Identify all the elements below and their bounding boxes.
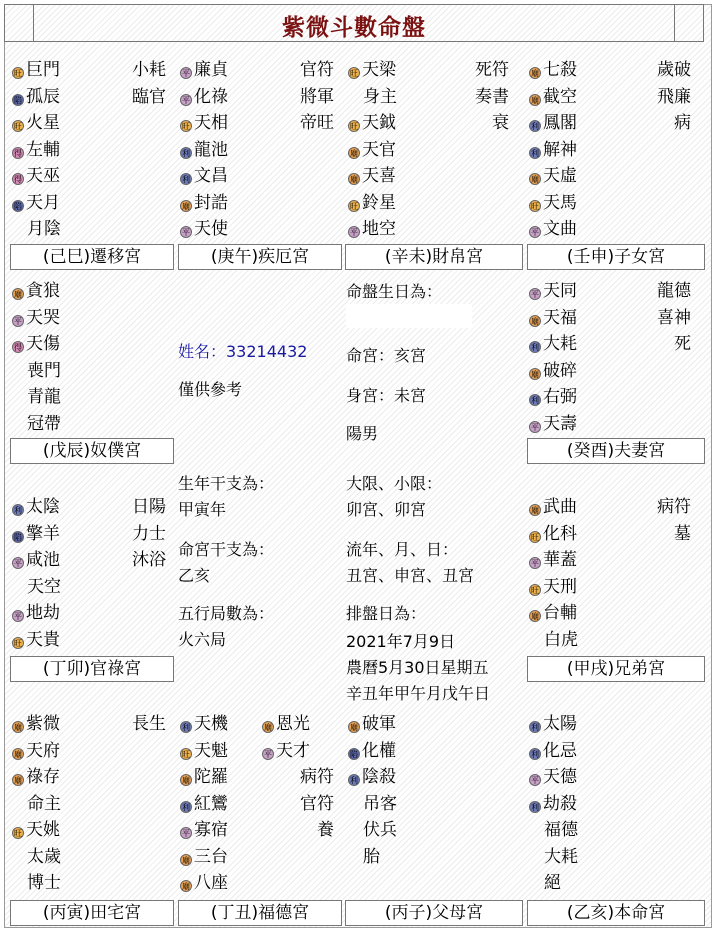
brightness-miao-icon: 廟 — [182, 776, 190, 785]
minor-you_right-2: 死 — [674, 334, 691, 354]
star-label: 天府 — [26, 740, 60, 761]
minor-mao_right-1: 力士 — [132, 523, 166, 544]
star-si-5 — [12, 193, 60, 213]
brightness-wang-icon: 旺 — [531, 585, 539, 595]
star-you-1 — [529, 308, 577, 328]
star-label: 化科 — [543, 523, 577, 544]
brightness-de-icon: 得 — [14, 148, 22, 158]
star-label: 文昌 — [194, 166, 228, 186]
brightness-de-icon: 得 — [14, 343, 22, 352]
minor-si_right-1: 臨官 — [132, 86, 166, 107]
star-label: 天空 — [27, 576, 61, 597]
brightness-ping-icon: 平 — [182, 95, 190, 105]
brightness-li-icon: 利 — [182, 148, 190, 158]
star-chou-4 — [180, 820, 228, 840]
brightness-miao-icon: 廟 — [531, 316, 539, 326]
star-label: 左輔 — [26, 139, 60, 160]
gender: 陽男 — [346, 424, 379, 443]
paipan-label: 排盤日為： — [346, 604, 427, 623]
brightness-xian-icon: 陷 — [350, 749, 358, 759]
star-zi-5 — [348, 847, 380, 867]
year-gz-label: 生年干支為： — [178, 474, 275, 493]
brightness-ping-icon: 平 — [531, 228, 539, 237]
minor-shen_right-1: 飛廉 — [657, 86, 691, 107]
star-wu-2 — [180, 113, 228, 133]
star-wu-3 — [180, 140, 228, 160]
minor-wu_right-1: 將軍 — [300, 86, 334, 107]
star-label: 胎 — [363, 846, 380, 867]
brightness-wang-icon: 旺 — [350, 122, 358, 131]
star-hai-3 — [529, 794, 577, 814]
brightness-wang-icon: 旺 — [14, 69, 22, 78]
star-shen-4 — [529, 166, 577, 186]
star-label: 天德 — [543, 767, 577, 787]
star-hai-0 — [529, 714, 577, 734]
star-wei-3 — [348, 140, 396, 160]
star-si-0 — [12, 60, 60, 80]
minor-wei_right-1: 奏書 — [475, 86, 509, 107]
star-shen-1 — [529, 87, 577, 107]
palace-yin: (丙寅)田宅宮 — [10, 900, 174, 926]
minor-mao_right-2: 沐浴 — [132, 550, 166, 570]
minor-yin_right-0: 長生 — [132, 714, 166, 734]
star-xu-4 — [529, 603, 577, 623]
brightness-ping-icon: 平 — [14, 316, 22, 326]
star-label: 天哭 — [26, 307, 60, 328]
minor-you_right-0: 龍德 — [657, 281, 691, 301]
brightness-miao-icon: 廟 — [14, 290, 22, 299]
star-label: 鈴星 — [362, 192, 396, 213]
name-label: 姓名：33214432 — [178, 342, 308, 361]
star-label: 天貴 — [26, 629, 60, 650]
star-label: 化忌 — [543, 740, 577, 761]
star-label: 陀羅 — [194, 767, 228, 787]
brightness-wang-icon: 旺 — [182, 749, 190, 759]
brightness-ping-icon: 平 — [531, 559, 539, 568]
star-label: 太陰 — [26, 497, 60, 517]
star-label: 命主 — [27, 793, 61, 814]
minor-wu_right-2: 帝旺 — [300, 113, 334, 133]
star-you-0 — [529, 281, 577, 301]
star-si-3 — [12, 140, 60, 160]
star-zi-0 — [348, 714, 396, 734]
liunian-label: 流年、月、日： — [346, 540, 459, 559]
star-chen-2 — [12, 334, 60, 354]
birth-value-blank — [346, 304, 472, 328]
star-label: 天壽 — [543, 413, 577, 434]
star-label: 八座 — [194, 873, 228, 893]
brightness-miao-icon: 廟 — [182, 882, 190, 891]
star-label: 右弼 — [543, 387, 577, 407]
star-label: 天福 — [543, 307, 577, 328]
brightness-li-icon: 利 — [531, 148, 539, 158]
brightness-li-icon: 利 — [531, 122, 539, 131]
minor-shen_right-2: 病 — [674, 113, 691, 133]
star-hai-6 — [529, 873, 561, 893]
brightness-li-icon: 利 — [531, 396, 539, 405]
star-label: 破軍 — [362, 714, 396, 734]
brightness-ping-icon: 平 — [14, 559, 22, 568]
star-label: 福德 — [544, 820, 578, 840]
minor-wei_right-0: 死符 — [475, 60, 509, 80]
star-wei-1 — [348, 87, 397, 107]
star-xu-5 — [529, 630, 578, 650]
brightness-xian-icon: 陷 — [14, 95, 22, 105]
title-bar — [4, 4, 704, 42]
star-label: 紫微 — [26, 714, 60, 734]
star-label: 紅鸞 — [194, 793, 228, 814]
star-label: 太陽 — [543, 714, 577, 734]
palace-chen: (戊辰)奴僕宮 — [10, 438, 174, 464]
star-label: 博士 — [27, 873, 61, 893]
star-mao-0 — [12, 497, 60, 517]
star-wu-4 — [180, 166, 228, 186]
star-label: 天使 — [194, 219, 228, 239]
brightness-miao-icon: 廟 — [350, 175, 358, 184]
star-label: 孤辰 — [26, 86, 60, 107]
palace-chou: (丁丑)福德宮 — [178, 900, 342, 926]
star-label: 龍池 — [194, 139, 228, 160]
star-xu-2 — [529, 550, 577, 570]
star-label: 鳳閣 — [543, 113, 577, 133]
star-chou-0 — [180, 714, 228, 734]
star-yin-3 — [12, 794, 61, 814]
brightness-wang-icon: 旺 — [14, 638, 22, 648]
star-si-6 — [12, 219, 61, 239]
star-you-5 — [529, 414, 577, 434]
star-shen-0 — [529, 60, 577, 80]
star-label: 劫殺 — [543, 793, 577, 814]
star-wei-6 — [348, 219, 396, 239]
star-mao-1 — [12, 524, 60, 544]
brightness-ping-icon: 平 — [350, 228, 358, 237]
star-shen-3 — [529, 140, 577, 160]
brightness-miao-icon: 廟 — [531, 506, 539, 515]
palace-wu: (庚午)疾厄宮 — [178, 244, 342, 270]
star-label: 擎羊 — [26, 523, 60, 544]
daxian: 卯宮、卯宮 — [346, 500, 427, 519]
star-chen-1 — [12, 308, 60, 328]
minor-mao_right-0: 日陽 — [132, 497, 166, 517]
brightness-miao-icon: 廟 — [531, 95, 539, 105]
star-xu-0 — [529, 497, 577, 517]
star-wu-5 — [180, 193, 228, 213]
brightness-li-icon: 利 — [531, 802, 539, 812]
star-chou-5 — [180, 847, 228, 867]
year-gz: 甲寅年 — [178, 500, 227, 519]
brightness-ping-icon: 平 — [264, 749, 272, 759]
brightness-miao-icon: 廟 — [264, 723, 272, 732]
star-yin-4 — [12, 820, 60, 840]
minor-shen_right-0: 歲破 — [657, 60, 691, 80]
star-chen-4 — [12, 387, 61, 407]
star-label: 冠帶 — [27, 413, 61, 434]
star-label: 天相 — [194, 113, 228, 133]
star-shen-6 — [529, 219, 577, 239]
brightness-ping-icon: 平 — [182, 69, 190, 78]
brightness-xian-icon: 陷 — [14, 201, 22, 211]
star-label: 天月 — [26, 192, 60, 213]
star-mao-3 — [12, 577, 61, 597]
palace-si: (己巳)遷移宮 — [10, 244, 174, 270]
brightness-wang-icon: 旺 — [350, 201, 358, 211]
brightness-miao-icon: 廟 — [182, 855, 190, 865]
star-label: 巨門 — [26, 60, 60, 80]
star-wei-0 — [348, 60, 396, 80]
star-chen-3 — [12, 361, 61, 381]
star-chen-0 — [12, 281, 60, 301]
paipan-date: 2021年7月9日 — [346, 632, 456, 651]
star-si-4 — [12, 166, 60, 186]
star-label: 咸池 — [26, 550, 60, 570]
star-wei-2 — [348, 113, 396, 133]
reference-note: 僅供參考 — [178, 380, 243, 399]
liunian: 丑宮、申宮、丑宮 — [346, 566, 475, 585]
palace-you: (癸酉)夫妻宮 — [527, 438, 705, 464]
star-hai-4 — [529, 820, 578, 840]
star-label: 天姚 — [26, 820, 60, 840]
brightness-xian-icon: 陷 — [14, 532, 22, 542]
star-label: 天巫 — [26, 166, 60, 186]
star-si-2 — [12, 113, 60, 133]
star-label: 地劫 — [26, 603, 60, 623]
star-label: 天官 — [362, 139, 396, 160]
minor-chou_right-2: 養 — [317, 820, 334, 840]
star-chen-5 — [12, 414, 61, 434]
minor-xu_right-0: 病符 — [657, 497, 691, 517]
star-label: 月陰 — [27, 219, 61, 239]
brightness-ping-icon: 平 — [182, 829, 190, 838]
brightness-li-icon: 利 — [531, 723, 539, 732]
star-label: 封誥 — [194, 192, 228, 213]
brightness-li-icon: 利 — [531, 343, 539, 352]
star-zi-3 — [348, 794, 397, 814]
palace-wei: (辛未)財帛宮 — [345, 244, 523, 270]
brightness-miao-icon: 廟 — [531, 369, 539, 379]
star-yin-1 — [12, 741, 60, 761]
ganzhi-date: 辛丑年甲午月戊午日 — [346, 684, 491, 703]
palace-mao: (丁卯)官祿宮 — [10, 656, 174, 682]
minor-si_right-0: 小耗 — [132, 60, 166, 80]
star-label: 地空 — [362, 219, 396, 239]
star-label: 天機 — [194, 714, 228, 734]
star-label: 白虎 — [544, 629, 578, 650]
star-shen-5 — [529, 193, 577, 213]
star-si-1 — [12, 87, 60, 107]
brightness-miao-icon: 廟 — [350, 723, 358, 732]
star-label: 天喜 — [362, 166, 396, 186]
palace-xu: (甲戌)兄弟宮 — [527, 656, 705, 682]
star-label: 廉貞 — [194, 60, 228, 80]
star-chou-1 — [180, 741, 228, 761]
star-label: 火星 — [26, 113, 60, 133]
star-hai-1 — [529, 741, 577, 761]
star-label: 天才 — [276, 740, 310, 761]
star-yin-6 — [12, 873, 61, 893]
brightness-miao-icon: 廟 — [14, 749, 22, 759]
brightness-wang-icon: 旺 — [14, 829, 22, 838]
minor-chou_right-1: 官符 — [300, 793, 334, 814]
daxian-label: 大限、小限： — [346, 474, 443, 493]
star-label: 七殺 — [543, 60, 577, 80]
brightness-ping-icon: 平 — [531, 290, 539, 299]
star-label: 伏兵 — [363, 820, 397, 840]
star-yin-0 — [12, 714, 60, 734]
minggong-gz: 乙亥 — [178, 566, 211, 585]
star-label: 三台 — [194, 846, 228, 867]
brightness-li-icon: 利 — [182, 802, 190, 812]
birth-label: 命盤生日為： — [346, 282, 443, 301]
brightness-ping-icon: 平 — [182, 228, 190, 237]
star-label: 台輔 — [543, 603, 577, 623]
wuxing-label: 五行局數為： — [178, 604, 275, 623]
brightness-ping-icon: 平 — [531, 776, 539, 785]
shen-gong: 身宮：未宮 — [346, 386, 427, 405]
star-yin-2 — [12, 767, 60, 787]
star-yin-5 — [12, 847, 61, 867]
star-hai-2 — [529, 767, 577, 787]
star-hai-5 — [529, 847, 578, 867]
star-label: 太歲 — [27, 846, 61, 867]
brightness-li-icon: 利 — [14, 506, 22, 515]
star-label: 天鉞 — [362, 113, 396, 133]
brightness-ping-icon: 平 — [14, 612, 22, 621]
star-label: 化祿 — [194, 86, 228, 107]
star-label: 化權 — [362, 740, 396, 761]
star-chou-3 — [180, 794, 228, 814]
brightness-li-icon: 利 — [182, 723, 190, 732]
minor-chou_right-0: 病符 — [300, 767, 334, 787]
star-label: 天魁 — [194, 740, 228, 761]
star-wei-5 — [348, 193, 396, 213]
star-label: 文曲 — [543, 219, 577, 239]
brightness-miao-icon: 廟 — [350, 148, 358, 158]
lunar-date: 農曆5月30日星期五 — [346, 658, 489, 677]
brightness-li-icon: 利 — [531, 749, 539, 759]
star-label: 大耗 — [543, 334, 577, 354]
star-zi-2 — [348, 767, 396, 787]
palace-hai: (乙亥)本命宮 — [527, 900, 705, 926]
star-label: 天同 — [543, 281, 577, 301]
star-label: 身主 — [363, 86, 397, 107]
star-wu-1 — [180, 87, 228, 107]
brightness-miao-icon: 廟 — [531, 175, 539, 184]
star-label: 陰殺 — [362, 767, 396, 787]
star-label: 武曲 — [543, 497, 577, 517]
star-mao-2 — [12, 550, 60, 570]
brightness-de-icon: 得 — [14, 175, 22, 184]
star-xu-1 — [529, 524, 577, 544]
star-you-4 — [529, 387, 577, 407]
star-xu-3 — [529, 577, 577, 597]
brightness-miao-icon: 廟 — [531, 612, 539, 621]
page-title: 紫微斗數命盤 — [282, 15, 426, 41]
star-wu-6 — [180, 219, 228, 239]
star-chou-mid-1 — [262, 741, 310, 761]
star-chou-mid-0 — [262, 714, 310, 734]
brightness-miao-icon: 廟 — [182, 201, 190, 211]
minor-xu_right-1: 墓 — [674, 523, 691, 544]
brightness-miao-icon: 廟 — [14, 723, 22, 732]
star-label: 喪門 — [27, 360, 61, 381]
brightness-wang-icon: 旺 — [14, 122, 22, 131]
star-label: 天虛 — [543, 166, 577, 186]
star-zi-4 — [348, 820, 397, 840]
palace-shen: (壬申)子女宮 — [527, 244, 705, 270]
star-shen-2 — [529, 113, 577, 133]
brightness-miao-icon: 廟 — [531, 69, 539, 78]
star-label: 天梁 — [362, 60, 396, 80]
star-label: 解神 — [543, 139, 577, 160]
star-label: 破碎 — [543, 360, 577, 381]
star-chou-6 — [180, 873, 228, 893]
brightness-li-icon: 利 — [350, 776, 358, 785]
star-you-2 — [529, 334, 577, 354]
star-label: 大耗 — [544, 846, 578, 867]
wuxing: 火六局 — [178, 630, 227, 649]
star-label: 華蓋 — [543, 550, 577, 570]
ming-gong: 命宮：亥宮 — [346, 346, 427, 365]
star-wu-0 — [180, 60, 228, 80]
star-label: 青龍 — [27, 387, 61, 407]
star-mao-5 — [12, 630, 60, 650]
star-wei-4 — [348, 166, 396, 186]
star-label: 寡宿 — [194, 820, 228, 840]
star-label: 恩光 — [276, 714, 310, 734]
minor-you_right-1: 喜神 — [657, 307, 691, 328]
brightness-li-icon: 利 — [182, 175, 190, 184]
star-you-3 — [529, 361, 577, 381]
star-label: 貪狼 — [26, 281, 60, 301]
star-label: 天馬 — [543, 192, 577, 213]
star-chou-2 — [180, 767, 228, 787]
brightness-miao-icon: 廟 — [14, 776, 22, 785]
star-mao-4 — [12, 603, 60, 623]
star-label: 吊客 — [363, 793, 397, 814]
star-label: 天傷 — [26, 334, 60, 354]
star-label: 截空 — [543, 86, 577, 107]
star-label: 絕 — [544, 873, 561, 893]
brightness-wang-icon: 旺 — [182, 122, 190, 131]
brightness-wang-icon: 旺 — [531, 532, 539, 542]
minor-wei_right-2: 衰 — [492, 113, 509, 133]
brightness-wang-icon: 旺 — [531, 201, 539, 211]
minor-wu_right-0: 官符 — [300, 60, 334, 80]
star-zi-1 — [348, 741, 396, 761]
minggong-gz-label: 命宮干支為： — [178, 540, 275, 559]
star-label: 祿存 — [26, 767, 60, 787]
star-label: 天刑 — [543, 576, 577, 597]
brightness-wang-icon: 旺 — [350, 69, 358, 78]
brightness-ping-icon: 平 — [531, 422, 539, 432]
palace-zi: (丙子)父母宮 — [345, 900, 523, 926]
